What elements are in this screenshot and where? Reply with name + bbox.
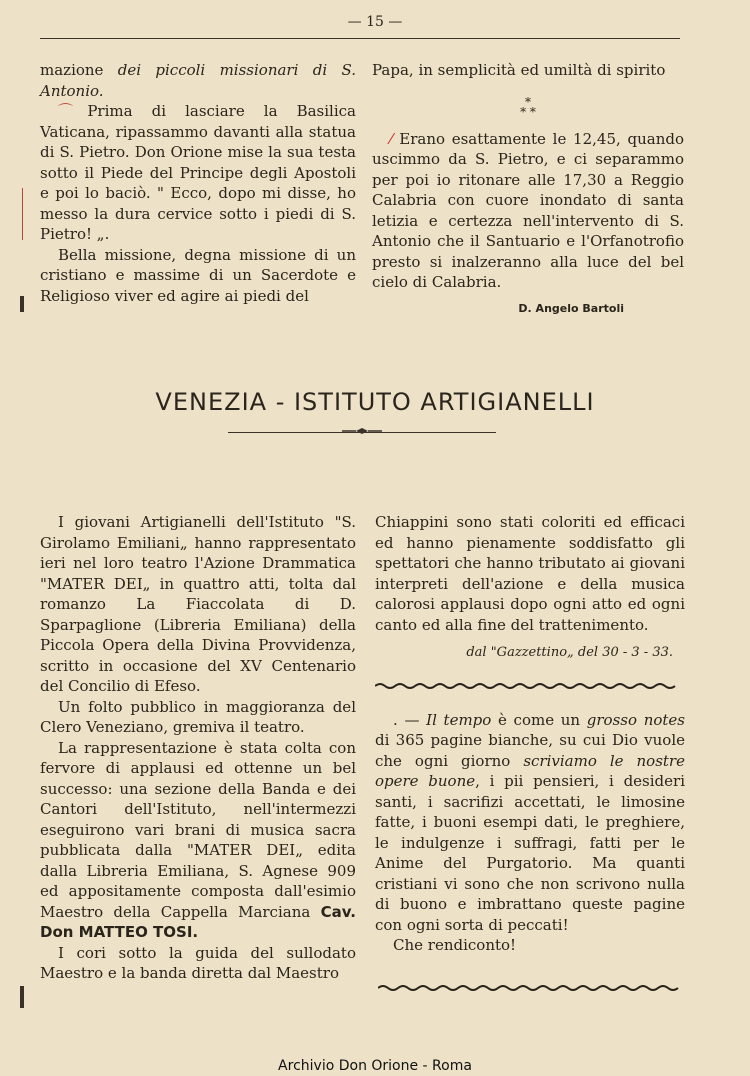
ornament-icon	[342, 427, 382, 435]
article1-paragraph: Bella missione, degna missione di un cristiano e massime di un Sacerdote e Religioso viver ed agire ai piedi del	[40, 245, 356, 305]
annotation-mark-icon: ⁄	[390, 129, 400, 148]
article2-left-column	[40, 512, 356, 984]
binding-mark	[20, 986, 24, 1008]
wavy-divider-icon	[378, 984, 683, 992]
section-stars: * * *	[520, 94, 536, 119]
article3-paragraph: . — Il tempo è come un grosso notes di 365 pagine bianche, su cui Dio vuole che ogni giorno scriviamo le nostre opere buone, i pii pensieri, i desideri santi, i sacrifizi accettati, le limosine fatte, i buoni esempi dati, le preghiere, le indulgenze i suffragi, fatti per le Anime del Purgatorio. Ma quanti cristiani vi sono che non scrivono nulla di buono e imbrattano queste pagine con ogni sorta di peccati!	[375, 710, 685, 934]
archive-footer: Archivio Don Orione - Roma	[278, 1058, 472, 1074]
article2-paragraph: Un folto pubblico in maggioranza del Clero Veneziano, gremiva il teatro.	[40, 697, 356, 736]
article1-paragraph: ⁄ Erano esattamente le 12,45, quando uscimmo da S. Pietro, e ci separammo per poi io ritonare alle 17,30 a Reggio Calabria con cuore inondato di santa letizia e certezza nell'intervento di S. Antonio che il Santuario e l'Orfanotrofio presto si inalzeranno alla luce del bel cielo di Calabria.	[372, 129, 684, 291]
page-number: — 15 —	[347, 14, 403, 30]
article1-paragraph: Papa, in semplicità ed umiltà di spirito	[372, 61, 666, 79]
article2-paragraph: I giovani Artigianelli dell'Istituto "S. Girolamo Emiliani„ hanno rappresentato ieri nel loro teatro l'Azione Drammatica "MATER DEI„ in quattro atti, tolta dal romanzo La Fiaccolata di D. Sparpaglione (Libreria Emiliana) della Piccola Opera della Divina Provvidenza, scritto in occasione del XV Centenario del Concilio di Efeso.	[40, 513, 356, 695]
article2-paragraph: I cori sotto la guida del sullodato Maestro e la banda diretta dal Maestro	[40, 943, 356, 982]
article1-signature: D. Angelo Bartoli	[518, 301, 624, 315]
article2-paragraph: La rappresentazione è stata colta con fervore di applausi ed ottenne un bel successo: una sezione della Banda e dei Cantori dell'Istituto, nell'intermezzi eseguirono vari brani di musica sacra pubblicata dalla "MATER DEI„ edita dalla Libreria Emiliana, S. Agnese 909 ed appositamente composta dall'esimio Maestro della Cappella Marciana Cav. Don MATTEO TOSI.	[40, 738, 356, 941]
article1-left-column	[40, 60, 356, 306]
article1-right-column	[372, 60, 684, 319]
header-rule	[40, 38, 680, 39]
article2-paragraph: Chiappini sono stati coloriti ed efficaci ed hanno pienamente soddisfatto gli spettatori che hanno tributato ai giovani interpreti dell'azione e della musica calorosi applausi dopo ogni atto ed ogni canto ed alla fine del trattenimento.	[375, 513, 685, 634]
article2-title: VENEZIA - ISTITUTO ARTIGIANELLI	[155, 388, 595, 416]
annotation-mark-icon: ⌒	[58, 102, 88, 120]
margin-annotation-line	[22, 188, 23, 240]
article1-paragraph: ⌒Prima di lasciare la Basilica Vaticana, ripassammo davanti alla statua di S. Pietro. Don Orione mise la sua testa sotto il Piede del Principe degli Apostoli e poi lo baciò. " Ecco, dopo mi disse, ho messo la dura cervice sotto i piedi di S. Pietro! „.	[40, 102, 356, 243]
binding-mark	[20, 296, 24, 312]
article2-source: dal "Gazzettino„ del 30 - 3 - 33.	[466, 645, 673, 660]
wavy-divider-icon	[375, 682, 680, 690]
article1-paragraph: mazione dei piccoli missionari di S. Antonio.	[40, 61, 356, 100]
article3-paragraph: Che rendiconto!	[393, 936, 517, 954]
article2-right-column	[375, 512, 685, 956]
